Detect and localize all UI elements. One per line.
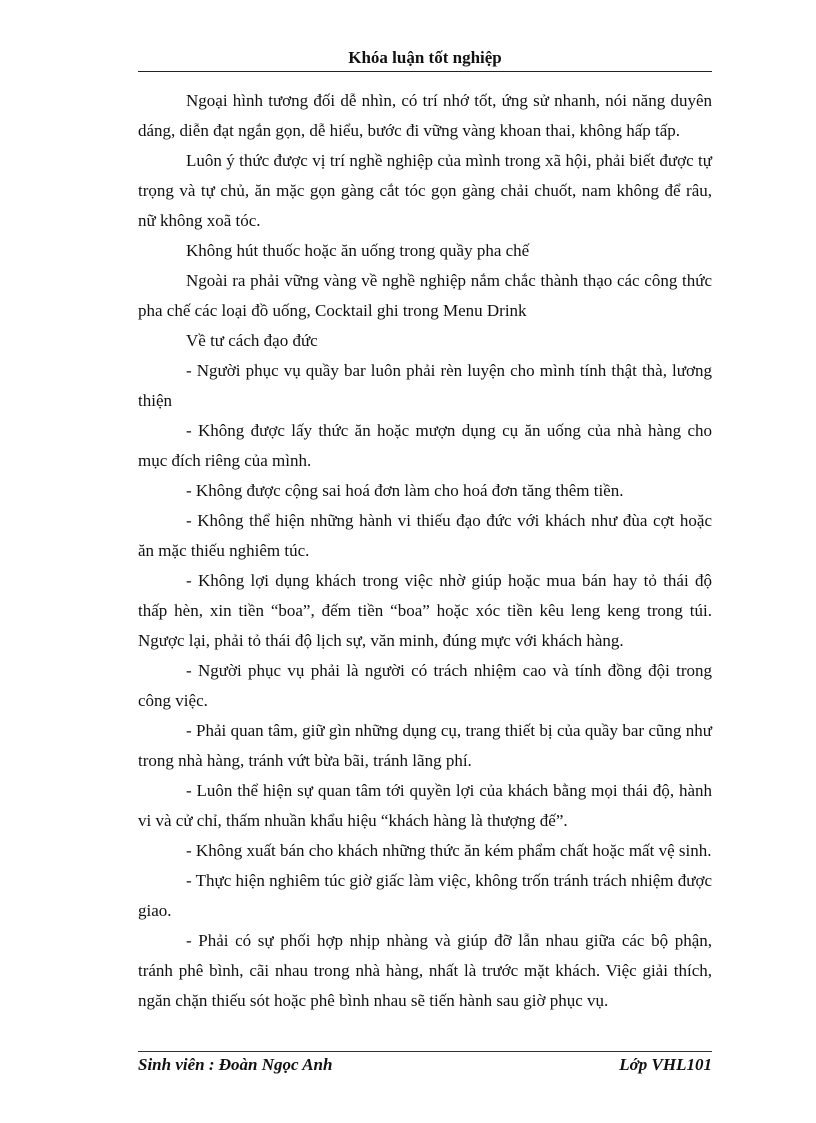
paragraph: Không hút thuốc hoặc ăn uống trong quầy pha chế (186, 241, 530, 260)
paragraph: - Không thể hiện những hành vi thiếu đạo đức với khách như đùa cợt hoặc ăn mặc thiếu nghiêm túc. (138, 511, 712, 560)
paragraph: - Thực hiện nghiêm túc giờ giấc làm việc, không trốn tránh trách nhiệm được giao. (138, 871, 712, 920)
paragraph: Ngoại hình tương đối dễ nhìn, có trí nhớ tốt, ứng sử nhanh, nói năng duyên dáng, diễn đạt ngắn gọn, dễ hiểu, bước đi vững vàng khoan thai, không hấp tấp. (138, 91, 712, 140)
paragraph: - Người phục vụ quầy bar luôn phải rèn luyện cho mình tính thật thà, lương thiện (138, 361, 712, 410)
paragraph: Ngoài ra phải vững vàng về nghề nghiệp nắm chắc thành thạo các công thức pha chế các loại đồ uống, Cocktail ghi trong Menu Drink (138, 271, 712, 320)
footer-class: Lớp VHL101 (619, 1055, 712, 1074)
paragraph: - Phải có sự phối hợp nhịp nhàng và giúp đỡ lẫn nhau giữa các bộ phận, tránh phê bình, cãi nhau trong nhà hàng, nhất là trước mặt khách. Việc giải thích, ngăn chặn thiếu sót hoặc phê bình nhau sẽ tiến hành sau giờ phục vụ. (138, 931, 712, 1010)
footer-student-name: Sinh viên : Đoàn Ngọc Anh (138, 1055, 333, 1074)
paragraph: Luôn ý thức được vị trí nghề nghiệp của mình trong xã hội, phải biết được tự trọng và tự chủ, ăn mặc gọn gàng cắt tóc gọn gàng chải chuốt, nam không để râu, nữ không xoã tóc. (138, 151, 712, 230)
footer-divider (138, 1051, 712, 1052)
header-divider (138, 71, 712, 72)
paragraph: - Không được cộng sai hoá đơn làm cho hoá đơn tăng thêm tiền. (186, 481, 624, 500)
page-header-title: Khóa luận tốt nghiệp (348, 48, 502, 67)
paragraph: - Không lợi dụng khách trong việc nhờ giúp hoặc mua bán hay tỏ thái độ thấp hèn, xin tiền “boa”, đếm tiền “boa” hoặc xóc tiền kêu leng keng trong túi. Ngược lại, phải tỏ thái độ lịch sự, văn minh, đúng mực với khách hàng. (138, 571, 712, 650)
paragraph: Về tư cách đạo đức (186, 331, 318, 350)
document-body (138, 86, 712, 1016)
paragraph: - Phải quan tâm, giữ gìn những dụng cụ, trang thiết bị của quầy bar cũng như trong nhà hàng, tránh vứt bừa bãi, tránh lãng phí. (138, 721, 712, 770)
paragraph: - Luôn thể hiện sự quan tâm tới quyền lợi của khách bằng mọi thái độ, hành vi và cử chỉ, thấm nhuần khẩu hiệu “khách hàng là thượng đế”. (138, 781, 712, 830)
paragraph: - Không xuất bán cho khách những thức ăn kém phẩm chất hoặc mất vệ sinh. (186, 841, 712, 860)
paragraph: - Không được lấy thức ăn hoặc mượn dụng cụ ăn uống của nhà hàng cho mục đích riêng của mình. (138, 421, 712, 470)
paragraph: - Người phục vụ phải là người có trách nhiệm cao và tính đồng đội trong công việc. (138, 661, 712, 710)
